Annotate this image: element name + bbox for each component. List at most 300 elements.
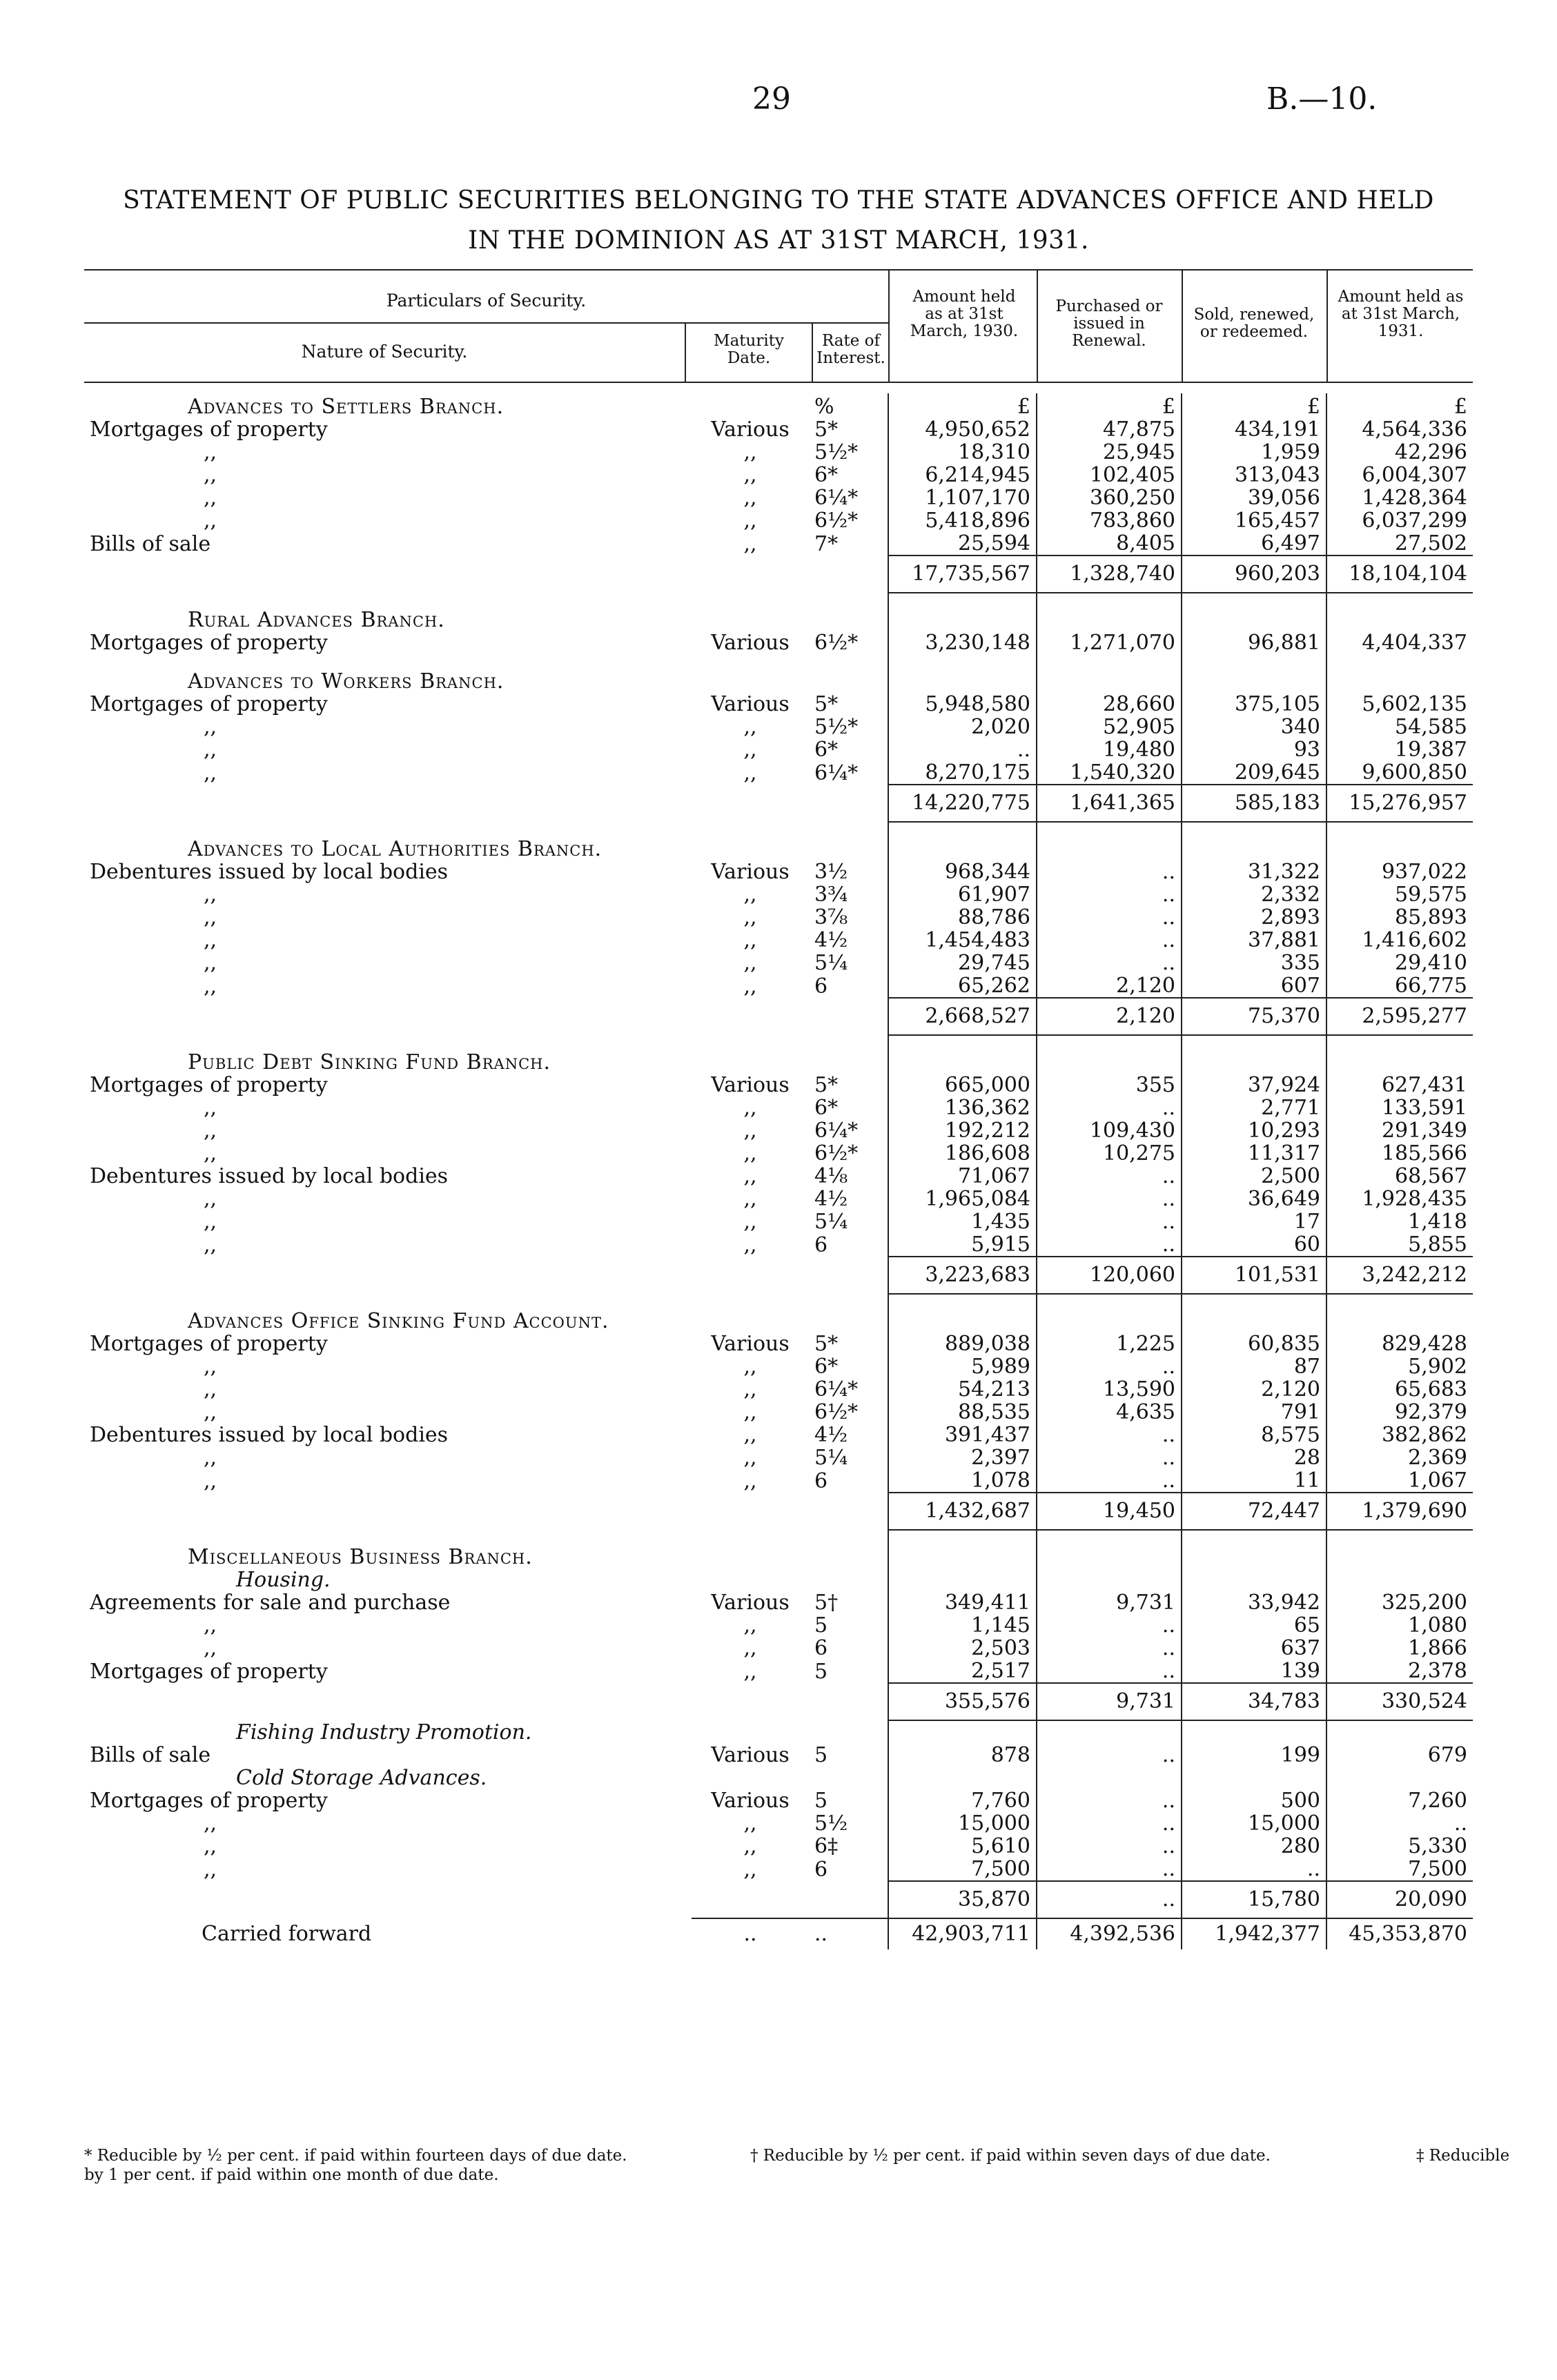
security-nature <box>84 1188 692 1210</box>
security-nature <box>84 1142 692 1165</box>
amount-1931: 54,585 <box>1326 716 1473 738</box>
securities-table <box>84 393 1473 1949</box>
sold-amount: 1,959 <box>1182 441 1326 464</box>
table-row <box>84 1744 1473 1767</box>
security-nature <box>84 1096 692 1119</box>
maturity-date: ,, <box>743 441 757 464</box>
purchased-amount: .. <box>1037 1446 1182 1469</box>
subtotal-purchased: 9,731 <box>1037 1683 1182 1720</box>
maturity-date: .. <box>692 1918 809 1949</box>
amount-1930: .. <box>888 738 1037 761</box>
table-row <box>84 1401 1473 1424</box>
sold-amount: 11,317 <box>1182 1142 1326 1165</box>
sold-amount: 280 <box>1182 1835 1326 1858</box>
maturity-date: ,, <box>743 952 757 974</box>
unit-cell <box>888 1720 1037 1744</box>
sold-amount: 15,000 <box>1182 1812 1326 1835</box>
maturity-date: ,, <box>743 1233 757 1257</box>
header-bottom-rule <box>84 382 1473 383</box>
purchased-amount: .. <box>1037 1660 1182 1683</box>
amount-1931: 19,387 <box>1326 738 1473 761</box>
maturity-cell <box>692 1294 809 1332</box>
blank-cell <box>84 998 692 1035</box>
subtotal-sold: 101,531 <box>1182 1257 1326 1294</box>
unit-cell <box>1326 1294 1473 1332</box>
amount-1931: 66,775 <box>1326 974 1473 998</box>
unit-cell <box>1182 1568 1326 1591</box>
security-nature <box>84 1401 692 1424</box>
subtotal-purchased: 1,328,740 <box>1037 555 1182 593</box>
sold-amount: 791 <box>1182 1401 1326 1424</box>
rate-cell <box>809 822 888 860</box>
interest-rate: 6‡ <box>814 1835 839 1858</box>
security-label: ,, <box>204 1096 217 1119</box>
maturity-date: Various <box>711 1591 790 1614</box>
security-label: Mortgages of property <box>90 1789 328 1812</box>
unit-cell <box>1182 1035 1326 1074</box>
interest-rate: 6 <box>814 1858 828 1881</box>
unit-cell <box>1182 1294 1326 1332</box>
security-nature <box>84 418 692 441</box>
subtotal-1931: 15,276,957 <box>1326 785 1473 822</box>
sold-amount: 637 <box>1182 1637 1326 1660</box>
security-label: Mortgages of property <box>90 693 328 716</box>
amount-1931: 679 <box>1326 1744 1473 1767</box>
sold-amount: 2,500 <box>1182 1165 1326 1188</box>
blank-cell <box>84 1493 692 1530</box>
interest-rate: 6 <box>814 974 828 998</box>
rate-cell <box>809 593 888 631</box>
security-nature <box>84 1355 692 1378</box>
purchased-amount: 109,430 <box>1037 1119 1182 1142</box>
security-nature <box>84 1332 692 1355</box>
amount-1931: 68,567 <box>1326 1165 1473 1188</box>
table-row <box>84 929 1473 952</box>
subtotal-row <box>84 555 1473 593</box>
interest-rate: 5* <box>814 418 839 441</box>
security-nature <box>84 1469 692 1493</box>
amount-1930: 4,950,652 <box>888 418 1037 441</box>
maturity-date: ,, <box>743 929 757 952</box>
table-row <box>84 1614 1473 1637</box>
purchased-amount: .. <box>1037 952 1182 974</box>
sold-amount: 28 <box>1182 1446 1326 1469</box>
maturity-date: ,, <box>743 1188 757 1210</box>
table-row <box>84 1074 1473 1096</box>
interest-rate: 6* <box>814 738 839 761</box>
maturity-date: ,, <box>743 1096 757 1119</box>
sold-amount: 2,893 <box>1182 906 1326 929</box>
rate-cell <box>809 1720 888 1744</box>
blank-cell <box>692 555 809 593</box>
purchased-amount: .. <box>1037 1424 1182 1446</box>
table-row <box>84 1660 1473 1683</box>
security-nature <box>84 952 692 974</box>
subtotal-1930: 14,220,775 <box>888 785 1037 822</box>
security-label: ,, <box>204 1812 217 1835</box>
amount-1931: 85,893 <box>1326 906 1473 929</box>
purchased-amount: 783,860 <box>1037 509 1182 532</box>
subtotal-sold: 15,780 <box>1182 1881 1326 1918</box>
maturity-date: ,, <box>743 1446 757 1469</box>
security-nature <box>84 1074 692 1096</box>
branch-heading: Miscellaneous Business Branch. <box>188 1545 533 1568</box>
security-label: ,, <box>204 1401 217 1424</box>
sold-amount: 96,881 <box>1182 631 1326 654</box>
sold-amount: 8,575 <box>1182 1424 1326 1446</box>
sold-amount: 2,332 <box>1182 883 1326 906</box>
amount-1930: 391,437 <box>888 1424 1037 1446</box>
security-label: ,, <box>204 1355 217 1378</box>
subtotal-row <box>84 1493 1473 1530</box>
unit-cell <box>888 593 1037 631</box>
sold-amount: 31,322 <box>1182 860 1326 883</box>
footnote-star <box>84 2146 733 2185</box>
maturity-date: ,, <box>743 464 757 486</box>
security-nature <box>84 1233 692 1257</box>
amount-1930: 2,517 <box>888 1660 1037 1683</box>
blank-cell <box>809 1881 888 1918</box>
amount-1931: 627,431 <box>1326 1074 1473 1096</box>
purchased-amount: 102,405 <box>1037 464 1182 486</box>
security-nature <box>84 441 692 464</box>
interest-rate: 5½ <box>814 1812 848 1835</box>
unit-cell <box>1037 1720 1182 1744</box>
security-label: Mortgages of property <box>90 1074 328 1096</box>
blank-cell <box>84 785 692 822</box>
amount-1930: 88,535 <box>888 1401 1037 1424</box>
sold-amount: 209,645 <box>1182 761 1326 785</box>
subheading: Fishing Industry Promotion. <box>236 1720 532 1744</box>
branch-heading-row <box>84 822 1473 860</box>
security-label: ,, <box>204 1210 217 1233</box>
amount-1930: 7,760 <box>888 1789 1037 1812</box>
subheading: Cold Storage Advances. <box>236 1767 487 1789</box>
interest-rate: 6¼* <box>814 486 859 509</box>
amount-1931: 92,379 <box>1326 1401 1473 1424</box>
interest-rate: 6½* <box>814 509 859 532</box>
maturity-date: ,, <box>743 1614 757 1637</box>
header-maturity: Maturity Date. <box>714 332 784 367</box>
sold-amount: 60,835 <box>1182 1332 1326 1355</box>
unit-cell <box>888 1294 1037 1332</box>
maturity-date: ,, <box>743 1165 757 1188</box>
amount-1930: 42,903,711 <box>888 1918 1037 1949</box>
amount-1930: 18,310 <box>888 441 1037 464</box>
interest-rate: 6¼* <box>814 1378 859 1401</box>
subtotal-1931: 20,090 <box>1326 1881 1473 1918</box>
table-row <box>84 906 1473 929</box>
blank-cell <box>692 1881 809 1918</box>
unit-cell: £ <box>888 393 1037 418</box>
security-label: ,, <box>204 1858 217 1881</box>
table-row <box>84 464 1473 486</box>
subtotal-1931: 18,104,104 <box>1326 555 1473 593</box>
security-nature <box>84 509 692 532</box>
maturity-date: ,, <box>743 1637 757 1660</box>
sold-amount: 11 <box>1182 1469 1326 1493</box>
branch-heading-row <box>84 1530 1473 1568</box>
amount-1930: 665,000 <box>888 1074 1037 1096</box>
maturity-cell <box>692 393 809 418</box>
amount-1930: 186,608 <box>888 1142 1037 1165</box>
page-number: 29 <box>752 81 791 117</box>
blank-cell <box>809 1257 888 1294</box>
amount-1931: 42,296 <box>1326 441 1473 464</box>
security-nature <box>84 761 692 785</box>
branch-heading-row <box>84 1294 1473 1332</box>
interest-rate: 6* <box>814 464 839 486</box>
amount-1930: 5,915 <box>888 1233 1037 1257</box>
interest-rate: 7* <box>814 532 839 555</box>
sold-amount: 2,771 <box>1182 1096 1326 1119</box>
security-label: ,, <box>204 974 217 998</box>
amount-1930: 878 <box>888 1744 1037 1767</box>
maturity-date: ,, <box>743 1858 757 1881</box>
amount-1930: 1,435 <box>888 1210 1037 1233</box>
security-label: Mortgages of property <box>90 1332 328 1355</box>
blank-cell <box>809 555 888 593</box>
table-row <box>84 1378 1473 1401</box>
maturity-cell <box>692 1530 809 1568</box>
maturity-date: ,, <box>743 1142 757 1165</box>
table-row <box>84 1165 1473 1188</box>
amount-1931: 5,602,135 <box>1326 693 1473 716</box>
table-row <box>84 1142 1473 1165</box>
blank-cell <box>692 998 809 1035</box>
security-nature <box>84 631 692 654</box>
branch-heading-row <box>84 654 1473 693</box>
sold-amount: 39,056 <box>1182 486 1326 509</box>
table-row <box>84 1096 1473 1119</box>
security-label: Bills of sale <box>90 1744 211 1767</box>
security-nature <box>84 1591 692 1614</box>
blank-cell <box>809 785 888 822</box>
unit-cell: £ <box>1182 393 1326 418</box>
unit-cell <box>1326 822 1473 860</box>
table-row <box>84 1858 1473 1881</box>
subtotal-1930: 35,870 <box>888 1881 1037 1918</box>
security-label: Carried forward <box>202 1922 372 1946</box>
security-label: ,, <box>204 1469 217 1493</box>
subtotal-1930: 355,576 <box>888 1683 1037 1720</box>
interest-rate: 6 <box>814 1469 828 1493</box>
header-divider <box>1182 269 1183 383</box>
sold-amount: 340 <box>1182 716 1326 738</box>
subtotal-sold: 34,783 <box>1182 1683 1326 1720</box>
interest-rate: 6 <box>814 1233 828 1257</box>
unit-cell <box>1037 1035 1182 1074</box>
subtotal-row <box>84 1881 1473 1918</box>
header-nature: Nature of Security. <box>301 342 468 362</box>
interest-rate: 5½* <box>814 716 859 738</box>
security-label: ,, <box>204 738 217 761</box>
amount-1931: 5,855 <box>1326 1233 1473 1257</box>
amount-1930: 8,270,175 <box>888 761 1037 785</box>
security-nature <box>84 738 692 761</box>
table-row <box>84 1188 1473 1210</box>
unit-cell <box>1182 822 1326 860</box>
amount-1930: 29,745 <box>888 952 1037 974</box>
security-nature <box>84 1165 692 1188</box>
security-label: Mortgages of property <box>90 1660 328 1683</box>
subtotal-row <box>84 1257 1473 1294</box>
unit-cell <box>1182 1767 1326 1789</box>
security-label: ,, <box>204 906 217 929</box>
purchased-amount: .. <box>1037 1355 1182 1378</box>
security-nature <box>84 929 692 952</box>
security-nature <box>84 1744 692 1767</box>
branch-heading: Rural Advances Branch. <box>188 608 445 631</box>
header-top-rule <box>84 269 1473 271</box>
amount-1931: 2,369 <box>1326 1446 1473 1469</box>
security-nature <box>84 1637 692 1660</box>
security-label: Debentures issued by local bodies <box>90 1165 449 1188</box>
security-label: ,, <box>204 486 217 509</box>
unit-cell <box>1182 1720 1326 1744</box>
security-nature <box>84 693 692 716</box>
security-label: ,, <box>204 1119 217 1142</box>
amount-1930: 889,038 <box>888 1332 1037 1355</box>
footnote-dagger: † Reducible by ½ per cent. if paid within seven days of due date. <box>750 2147 1271 2165</box>
sold-amount: 199 <box>1182 1744 1326 1767</box>
maturity-date: ,, <box>743 1424 757 1446</box>
branch-heading: Advances Office Sinking Fund Account. <box>188 1309 609 1332</box>
maturity-date: ,, <box>743 738 757 761</box>
maturity-date: ,, <box>743 1469 757 1493</box>
purchased-amount: .. <box>1037 883 1182 906</box>
table-row <box>84 883 1473 906</box>
subheading-row <box>84 1767 1473 1789</box>
sold-amount: 607 <box>1182 974 1326 998</box>
table-row <box>84 1789 1473 1812</box>
amount-1931: 45,353,870 <box>1326 1918 1473 1949</box>
interest-rate: 5 <box>814 1789 828 1812</box>
unit-cell <box>888 1530 1037 1568</box>
unit-cell <box>1037 593 1182 631</box>
security-label: Debentures issued by local bodies <box>90 860 449 883</box>
sold-amount: 87 <box>1182 1355 1326 1378</box>
maturity-date: ,, <box>743 1355 757 1378</box>
subtotal-row <box>84 1683 1473 1720</box>
security-nature <box>84 1424 692 1446</box>
purchased-amount: 28,660 <box>1037 693 1182 716</box>
purchased-amount: .. <box>1037 1165 1182 1188</box>
subtotal-row <box>84 785 1473 822</box>
interest-rate: 4½ <box>814 929 848 952</box>
carried-forward-row <box>84 1918 1473 1949</box>
sold-amount: 313,043 <box>1182 464 1326 486</box>
interest-rate: 5 <box>814 1660 828 1683</box>
title-line-2: IN THE DOMINION AS AT 31ST MARCH, 1931. <box>468 226 1089 255</box>
blank-cell <box>84 1881 692 1918</box>
table-row <box>84 1591 1473 1614</box>
security-label: ,, <box>204 929 217 952</box>
purchased-amount: .. <box>1037 1188 1182 1210</box>
branch-heading: Advances to Workers Branch. <box>188 669 505 693</box>
interest-rate: 5 <box>814 1614 828 1637</box>
blank-cell <box>809 1493 888 1530</box>
header-sold: Sold, renewed, or redeemed. <box>1193 306 1315 341</box>
maturity-date: Various <box>711 860 790 883</box>
unit-cell <box>1326 593 1473 631</box>
security-nature <box>84 906 692 929</box>
purchased-amount: 4,392,536 <box>1037 1918 1182 1949</box>
branch-heading-row <box>84 1035 1473 1074</box>
security-nature <box>84 1614 692 1637</box>
sold-amount: 500 <box>1182 1789 1326 1812</box>
unit-cell: £ <box>1037 393 1182 418</box>
unit-cell <box>1182 1530 1326 1568</box>
subtotal-purchased: 120,060 <box>1037 1257 1182 1294</box>
amount-1930: 1,965,084 <box>888 1188 1037 1210</box>
subheading-row <box>84 1568 1473 1591</box>
unit-cell <box>888 1767 1037 1789</box>
interest-rate: 3¾ <box>814 883 848 906</box>
maturity-date: ,, <box>743 486 757 509</box>
interest-rate: 6½* <box>814 1401 859 1424</box>
maturity-cell <box>692 1568 809 1591</box>
amount-1931: 937,022 <box>1326 860 1473 883</box>
security-label: ,, <box>204 1637 217 1660</box>
interest-rate: 6¼* <box>814 761 859 785</box>
amount-1931: 1,416,602 <box>1326 929 1473 952</box>
security-nature <box>84 532 692 555</box>
interest-rate: 5½* <box>814 441 859 464</box>
purchased-amount: 2,120 <box>1037 974 1182 998</box>
purchased-amount: 13,590 <box>1037 1378 1182 1401</box>
security-nature <box>84 1660 692 1683</box>
amount-1931: 1,080 <box>1326 1614 1473 1637</box>
amount-1931: 5,902 <box>1326 1355 1473 1378</box>
maturity-date: ,, <box>743 716 757 738</box>
unit-cell <box>1326 1035 1473 1074</box>
table-row <box>84 716 1473 738</box>
maturity-date: ,, <box>743 974 757 998</box>
security-label: ,, <box>204 716 217 738</box>
security-nature <box>84 464 692 486</box>
maturity-date: Various <box>711 693 790 716</box>
amount-1930: 5,948,580 <box>888 693 1037 716</box>
unit-cell <box>1037 1530 1182 1568</box>
sold-amount: 37,924 <box>1182 1074 1326 1096</box>
amount-1931: 1,866 <box>1326 1637 1473 1660</box>
table-row <box>84 532 1473 555</box>
maturity-date: ,, <box>743 1119 757 1142</box>
table-row <box>84 974 1473 998</box>
interest-rate: 5¼ <box>814 952 848 974</box>
amount-1930: 5,610 <box>888 1835 1037 1858</box>
unit-cell <box>1182 593 1326 631</box>
table-row <box>84 693 1473 716</box>
amount-1931: 291,349 <box>1326 1119 1473 1142</box>
purchased-amount: .. <box>1037 1858 1182 1881</box>
table-row <box>84 1210 1473 1233</box>
table-row <box>84 1835 1473 1858</box>
security-nature <box>84 1119 692 1142</box>
purchased-amount: 1,271,070 <box>1037 631 1182 654</box>
amount-1931: 2,378 <box>1326 1660 1473 1683</box>
amount-1930: 1,107,170 <box>888 486 1037 509</box>
interest-rate: 4½ <box>814 1424 848 1446</box>
sold-amount: 36,649 <box>1182 1188 1326 1210</box>
unit-cell <box>1326 1767 1473 1789</box>
purchased-amount: 355 <box>1037 1074 1182 1096</box>
security-nature <box>84 716 692 738</box>
interest-rate: 6 <box>814 1637 828 1660</box>
title-line-1: STATEMENT OF PUBLIC SECURITIES BELONGING TO THE STATE ADVANCES OFFICE AND HELD <box>123 186 1434 215</box>
unit-cell <box>888 822 1037 860</box>
